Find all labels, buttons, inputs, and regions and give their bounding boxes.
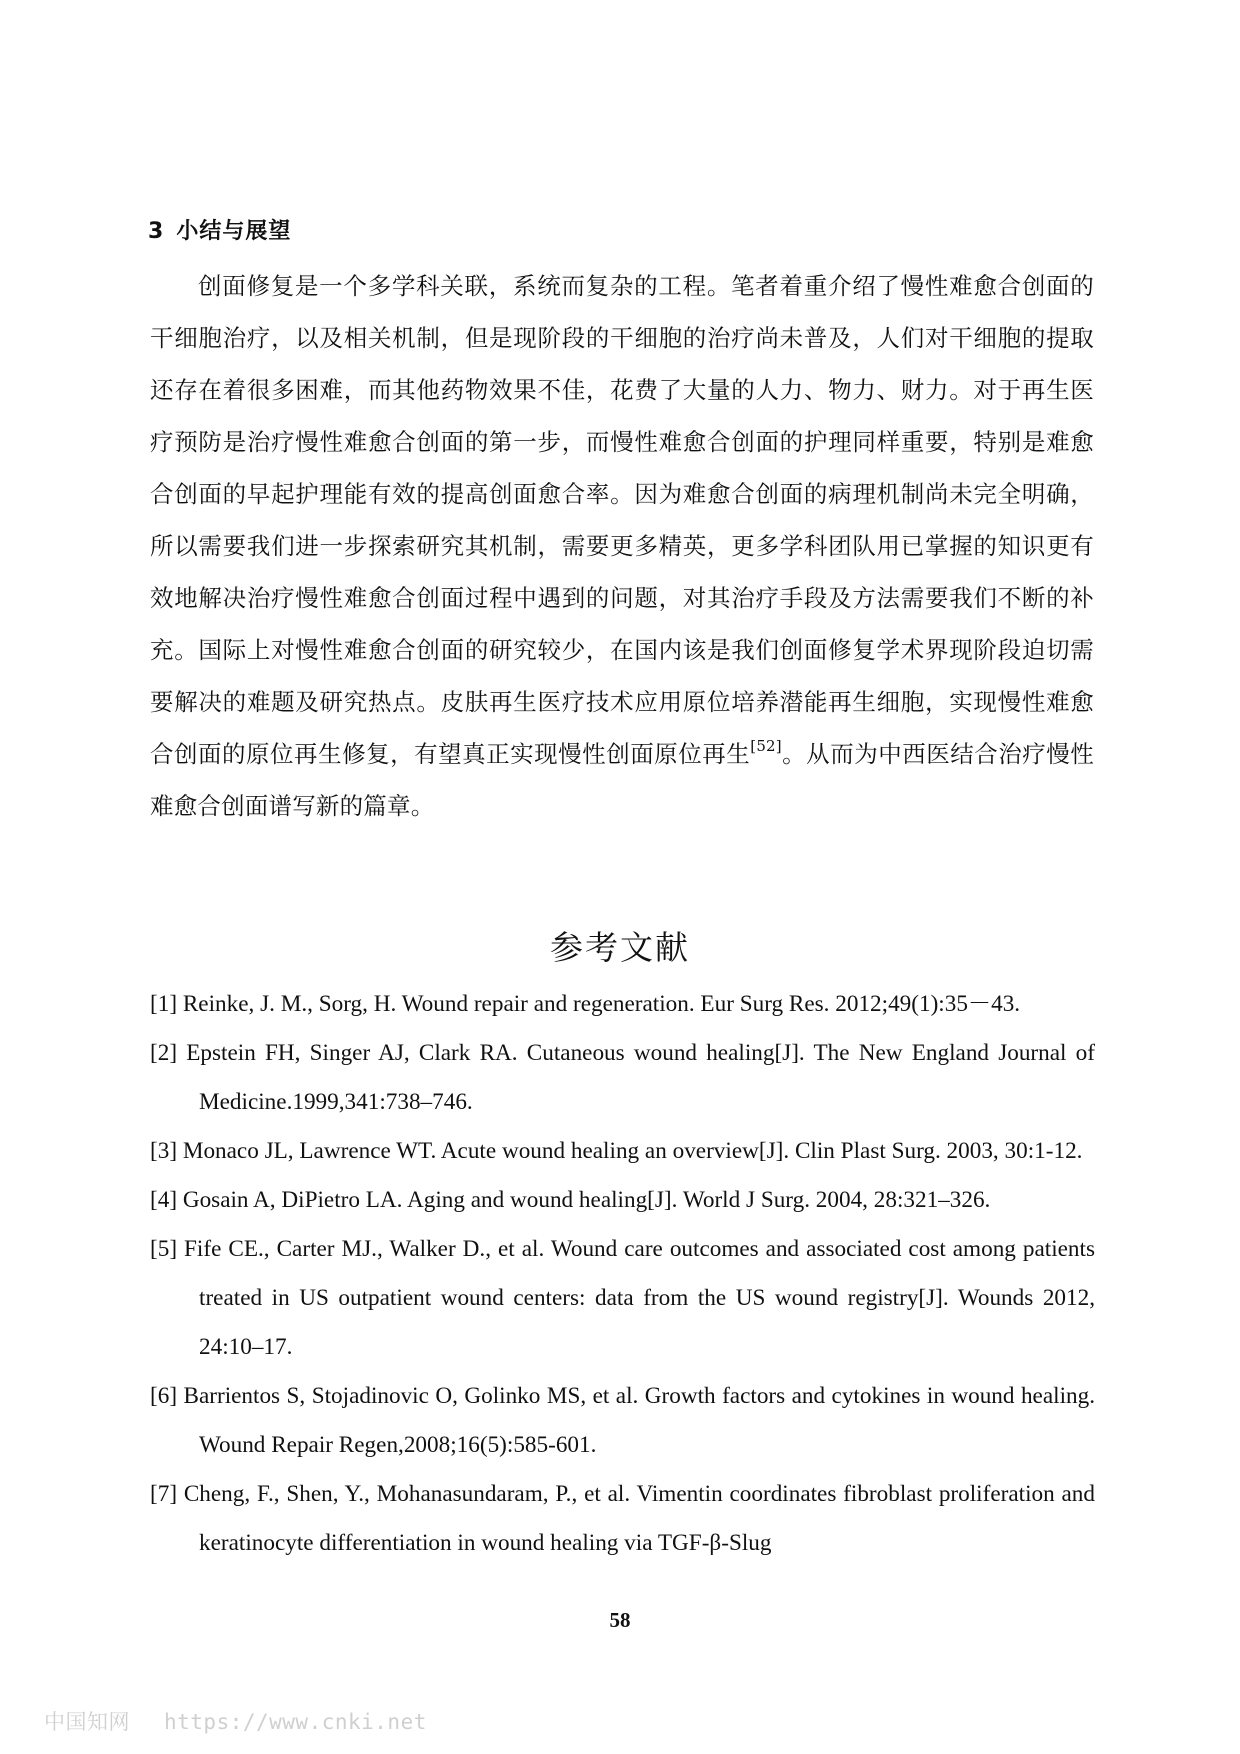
section-heading — [148, 214, 291, 245]
reference-item-2: [2] Epstein FH, Singer AJ, Clark RA. Cutaneous wound healing[J]. The New England Journal of Medicine.1999,341:738–746. — [150, 1040, 1095, 1115]
paragraph-text-part-1: 创面修复是一个多学科关联，系统而复杂的工程。笔者着重介绍了慢性难愈合创面的干细胞治疗，以及相关机制，但是现阶段的干细胞的治疗尚未普及，人们对干细胞的提取还存在着很多困难，而其他药物效果不佳，花费了大量的人力、物力、财力。对于再生医疗预防是治疗慢性难愈合创面的第一步，而慢性难愈合创面的护理同样重要，特别是难愈合创面的早起护理能有效的提高创面愈合率。因为难愈合创面的病理机制尚未完全明确，所以需要我们进一步探索研究其机制，需要更多精英，更多学科团队用已掌握的知识更有效地解决治疗慢性难愈合创面过程中遇到的问题，对其治疗手段及方法需要我们不断的补充。国际上对慢性难愈合创面的研究较少，在国内该是我们创面修复学术界现阶段迫切需要解决的难题及研究热点。皮肤再生医疗技术应用原位培养潜能再生细胞，实现慢性难愈合创面的原位再生修复，有望真正实现慢性创面原位再生 — [150, 272, 1094, 768]
watermark-name: 中国知网 — [44, 1710, 130, 1734]
references-title: 参考文献 — [550, 928, 690, 967]
reference-item-1: [1] Reinke, J. M., Sorg, H. Wound repair and regeneration. Eur Surg Res. 2012;49(1):35－43. — [150, 991, 1021, 1017]
section-number: 3 — [148, 219, 165, 244]
watermark-url: https://www.cnki.net — [164, 1710, 427, 1734]
reference-item-7: [7] Cheng, F., Shen, Y., Mohanasundaram, P., et al. Vimentin coordinates fibroblast proliferation and keratinocyte differentiation in wound healing via TGF-β-Slug — [150, 1481, 1095, 1556]
reference-item-5: [5] Fife CE., Carter MJ., Walker D., et al. Wound care outcomes and associated cost among patients treated in US outpatient wound centers: data from the US wound registry[J]. Wounds 2012, 24:10–17. — [150, 1236, 1095, 1360]
section-paragraph — [150, 260, 1094, 832]
reference-item-3: [3] Monaco JL, Lawrence WT. Acute wound healing an overview[J]. Clin Plast Surg. 2003, 30:1-12. — [150, 1138, 1083, 1164]
reference-item-4: [4] Gosain A, DiPietro LA. Aging and wound healing[J]. World J Surg. 2004, 28:321–326. — [150, 1187, 991, 1213]
paragraph-text-part-2: 。从而为中西医结合治疗慢性难愈合创面谱写新的篇章。 — [150, 740, 1094, 820]
references-list — [150, 980, 1095, 1568]
page-number: 58 — [609, 1608, 631, 1632]
watermark — [44, 1706, 427, 1736]
citation-superscript: [52] — [750, 737, 782, 756]
section-title: 小结与展望 — [176, 219, 292, 244]
reference-item-6: [6] Barrientos S, Stojadinovic O, Golinko MS, et al. Growth factors and cytokines in wound healing. Wound Repair Regen,2008;16(5):585-601. — [150, 1383, 1095, 1458]
